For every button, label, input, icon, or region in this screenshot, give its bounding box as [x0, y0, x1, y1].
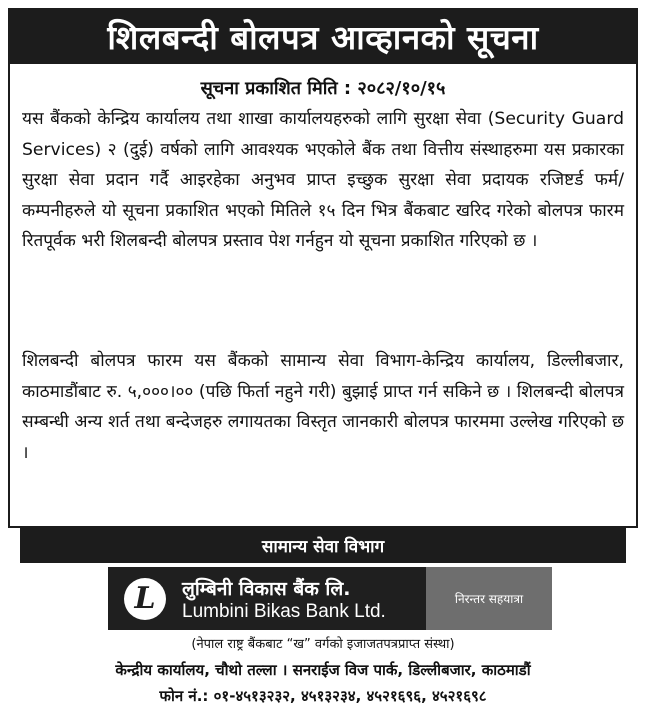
license-note: (नेपाल राष्ट्र बैंकबाट “ख” वर्गको इजाजतपत्रप्राप्त संस्था) — [191, 637, 455, 652]
bank-tagline: निरन्तर सहयात्रा — [426, 567, 552, 630]
phone-numbers: फोन नं.: ०१-४५१३२३२, ४५१३२३४, ४५२१६९६, ४५२१६९८ — [159, 687, 487, 705]
notice-body — [8, 64, 638, 528]
paragraph-1: यस बैंकको केन्द्रिय कार्यालय तथा शाखा कार्यालयहरुको लागि सुरक्षा सेवा (Security Guard Services) २ (दुई) वर्षको लागि आवश्यक भएकोले बैंक तथा वित्तीय संस्थाहरुमा यस प्रकारका सुरक्षा सेवा प्रदान गर्दै आइरहेका अनुभव प्राप्त इच्छुक सुरक्षा सेवा प्रदायक रजिष्टर्ड फर्म/कम्पनीहरुले यो सूचना प्रकाशित भएको मितिले १५ दिन भित्र बैंकबाट खरिद गरेको बोलपत्र फारम रितपूर्वक भरी शिलबन्दी बोलपत्र प्रस्ताव पेश गर्नहुन यो सूचना प्रकाशित गरिएको छ । — [22, 109, 624, 251]
bank-logo-banner — [108, 567, 552, 630]
paragraph-2: शिलबन्दी बोलपत्र फारम यस बैंकको सामान्य सेवा विभाग-केन्द्रिय कार्यालय, डिल्लीबजार, काठमाडौंबाट रु. ५,०००।०० (पछि फिर्ता नहुने गरी) बुझाई प्राप्त गर्न सकिने छ । शिलबन्दी बोलपत्र सम्बन्धी अन्य शर्त तथा बन्देजहरु लगायतका विस्तृत जानकारी बोलपत्र फारममा उल्लेख गरिएको छ । — [22, 351, 624, 463]
office-address: केन्द्रीय कार्यालय, चौथो तल्ला । सनराईज विज पार्क, डिल्लीबजार, काठमाडौं — [115, 661, 531, 679]
bank-name-english: Lumbini Bikas Bank Ltd. — [182, 600, 386, 622]
department-name: सामान्य सेवा विभाग — [20, 527, 626, 563]
published-date: सूचना प्रकाशित मिति : २०८२/१०/१५ — [200, 78, 446, 99]
bank-logo-icon — [124, 578, 166, 620]
bank-names — [182, 575, 386, 623]
bank-name-nepali: लुम्बिनी विकास बैंक लि. — [182, 577, 351, 600]
bank-logo-letter: L — [134, 581, 156, 616]
notice-title: शिलबन्दी बोलपत्र आव्हानको सूचना — [8, 8, 638, 64]
